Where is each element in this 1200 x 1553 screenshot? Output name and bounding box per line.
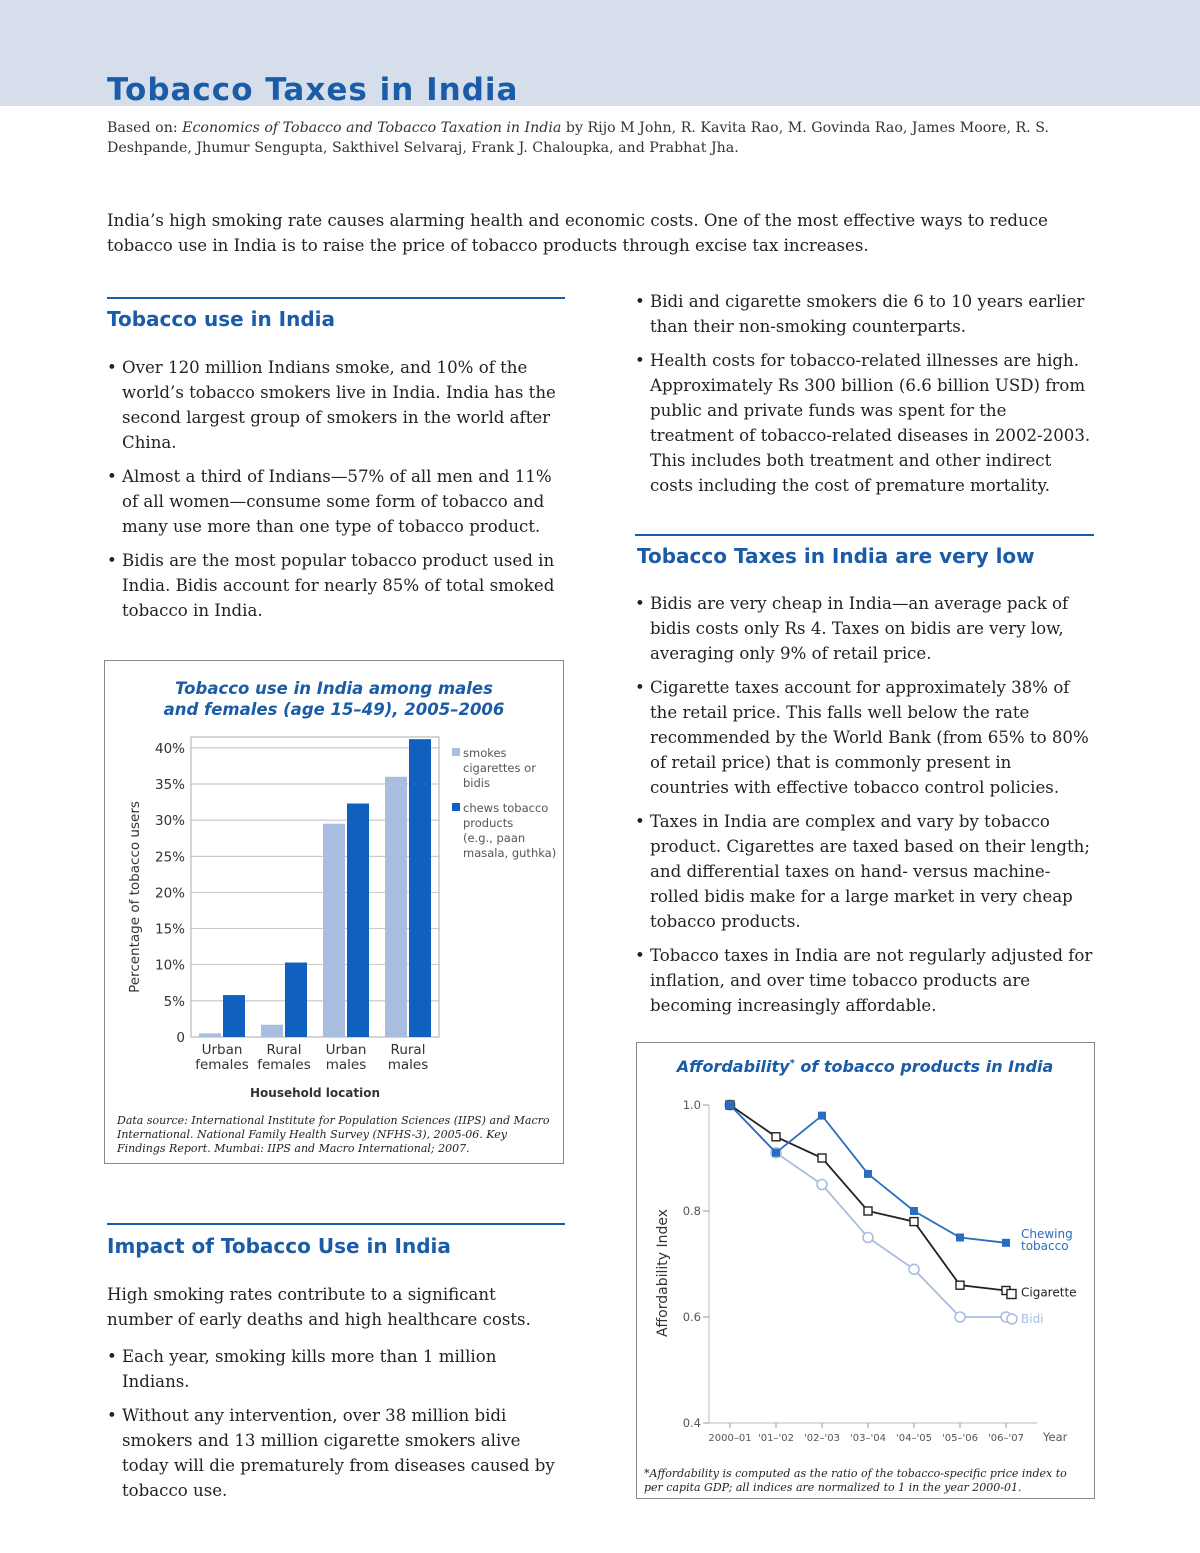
line-chart-svg — [637, 1043, 1094, 1498]
bar-chart-title-line: Tobacco use in India among males — [175, 679, 493, 698]
list-item: • Each year, smoking kills more than 1 million Indians. — [107, 1344, 569, 1394]
y-tick-label: 0.6 — [682, 1310, 701, 1324]
x-tick-line: females — [195, 1057, 249, 1073]
x-tick-label: '01–'02 — [758, 1433, 794, 1444]
list-item: • Health costs for tobacco-related illnesses are high. Approximately Rs 300 billion (6.6 billion USD) from public and private funds was spent for the treatment of tobacco-related diseases in 2002-2003. This includes both treatment and other indirect costs including the cost of premature mortality. — [635, 348, 1095, 498]
list-item: • Almost a third of Indians—57% of all men and 11% of all women—consume some form of tobacco and many use more than one type of tobacco product. — [107, 464, 565, 539]
y-axis-label: Affordability Index — [655, 1208, 671, 1338]
data-point — [817, 1180, 827, 1190]
x-tick-line: Rural — [390, 1042, 426, 1058]
legend-swatch — [452, 748, 460, 756]
line-chart-title-main: Affordability — [676, 1057, 790, 1076]
bar-chart-source: Data source: International Institute for Population Sciences (IIPS) and Macro International. National Family Health Survey (NFHS-3), 2005-06. Key Findings Report. Mumbai: IIPS and Macro International; 2007. — [117, 1114, 550, 1155]
figure-line-chart — [636, 1042, 1095, 1499]
bar-chart-title-line: and females (age 15–49), 2005–2006 — [163, 700, 505, 719]
x-tick-label: '02–'03 — [804, 1433, 840, 1444]
y-tick-label: 20% — [154, 885, 185, 902]
byline-authors: by Rijo M John, R. Kavita Rao, M. Govinda Rao, James Moore, R. S. Deshpande, Jhumur Sengupta, Sakthivel Selvaraj, Frank J. Chaloupka, and Prabhat Jha. — [107, 120, 1049, 156]
heading-tobacco-use: Tobacco use in India — [107, 307, 336, 331]
x-tick-label: '04–'05 — [896, 1433, 932, 1444]
bar — [261, 1025, 283, 1037]
y-tick-label: 25% — [154, 849, 185, 866]
data-point — [726, 1101, 734, 1109]
tobacco-use-list — [107, 355, 565, 632]
y-tick-label: 0 — [176, 1030, 185, 1046]
costs-list — [635, 289, 1095, 507]
data-point — [772, 1149, 780, 1157]
data-point — [956, 1234, 964, 1242]
line-chart-note: *Affordability is computed as the ratio of the tobacco-specific price index to per capita GDP; all indices are normalized to 1 in the year 2000-01. — [644, 1467, 1067, 1494]
list-item: • Bidi and cigarette smokers die 6 to 10 years earlier than their non-smoking counterparts. — [635, 289, 1095, 339]
line-chart-title — [675, 1057, 1054, 1076]
data-point — [818, 1154, 826, 1162]
byline-prefix: Based on: — [107, 120, 183, 136]
y-tick-label: 30% — [154, 813, 185, 830]
legend-label: (e.g., paan — [463, 831, 526, 845]
taxes-list — [635, 591, 1095, 1027]
figure-bar-chart — [104, 660, 564, 1164]
data-point — [864, 1207, 872, 1215]
bar — [285, 963, 307, 1037]
legend-label: chews tobacco — [463, 801, 549, 815]
section-rule-use — [107, 297, 565, 299]
intro-paragraph: India’s high smoking rate causes alarming health and economic costs. One of the most effective ways to reduce tobacco use in India is to raise the price of tobacco products through excise tax increases. — [107, 211, 1048, 255]
x-tick-label: 2000–01 — [708, 1433, 752, 1444]
data-point — [772, 1133, 780, 1141]
y-tick-label: 1.0 — [682, 1098, 701, 1112]
series-label: tobacco — [1021, 1238, 1069, 1253]
data-point — [956, 1281, 964, 1289]
y-tick-label: 35% — [154, 776, 185, 793]
impact-intro: High smoking rates contribute to a significant number of early deaths and high healthcare costs. — [107, 1285, 531, 1329]
list-item: • Tobacco taxes in India are not regularly adjusted for inflation, and over time tobacco products are becoming increasingly affordable. — [635, 943, 1095, 1018]
data-point — [1002, 1239, 1010, 1247]
bar-chart-title — [164, 679, 505, 719]
x-tick-line: Rural — [266, 1042, 302, 1058]
line-chart-title-rest: of tobacco products in India — [794, 1057, 1054, 1076]
bar — [385, 777, 407, 1037]
y-tick-label: 40% — [154, 740, 185, 757]
y-tick-label: 10% — [154, 957, 185, 974]
heading-impact: Impact of Tobacco Use in India — [107, 1234, 451, 1258]
x-tick-label — [326, 1042, 367, 1073]
series-label: Bidi — [1021, 1312, 1044, 1326]
legend-label: masala, guthka) — [463, 846, 557, 860]
series-label: Chewing — [1021, 1226, 1073, 1241]
x-tick-label — [195, 1042, 249, 1073]
legend-label: smokes — [463, 746, 507, 760]
section-rule-impact — [107, 1223, 565, 1225]
x-tick-label: '03–'04 — [850, 1433, 886, 1444]
y-axis-label: Percentage of tobacco users — [127, 801, 143, 993]
bar — [409, 739, 431, 1037]
x-tick-line: males — [325, 1057, 367, 1073]
data-point — [955, 1312, 965, 1322]
heading-taxes: Tobacco Taxes in India are very low — [637, 544, 1035, 568]
byline — [107, 118, 1097, 158]
data-point — [818, 1112, 826, 1120]
bar — [323, 824, 345, 1037]
x-tick-label: '06–'07 — [988, 1433, 1024, 1444]
series-label: Cigarette — [1021, 1285, 1077, 1300]
y-tick-label: 15% — [154, 921, 185, 938]
legend-marker — [1007, 1290, 1016, 1299]
list-item: • Without any intervention, over 38 million bidi smokers and 13 million cigarette smokers alive today will die prematurely from diseases caused by tobacco use. — [107, 1403, 569, 1503]
byline-book-title: Economics of Tobacco and Tobacco Taxation in India — [182, 120, 562, 136]
y-tick-label: 0.8 — [682, 1204, 701, 1218]
x-tick-line: males — [387, 1057, 429, 1073]
bar — [223, 995, 245, 1037]
y-tick-label: 5% — [163, 993, 185, 1010]
data-point — [910, 1218, 918, 1226]
x-tick-label — [388, 1042, 429, 1073]
list-item: • Cigarette taxes account for approximately 38% of the retail price. This falls well below the rate recommended by the World Bank (from 65% to 80% of retail price) that is commonly present in countries with effective tobacco control policies. — [635, 675, 1095, 800]
list-item: • Over 120 million Indians smoke, and 10% of the world’s tobacco smokers live in India. India has the second largest group of smokers in the world after China. — [107, 355, 565, 455]
data-point — [864, 1170, 872, 1178]
x-axis-label: Year — [1043, 1430, 1068, 1444]
legend-swatch — [452, 803, 460, 811]
bar — [347, 804, 369, 1037]
x-tick-line: Urban — [325, 1042, 367, 1058]
list-item: • Taxes in India are complex and vary by tobacco product. Cigarettes are taxed based on their length; and differential taxes on hand- versus machine-rolled bidis make for a large market in very cheap tobacco products. — [635, 809, 1095, 934]
x-tick-line: Urban — [201, 1042, 243, 1058]
x-axis-label: Household location — [250, 1086, 380, 1100]
legend-label: bidis — [463, 776, 490, 790]
legend-label: cigarettes or — [463, 761, 536, 775]
data-point — [910, 1207, 918, 1215]
legend-marker — [1007, 1314, 1017, 1324]
line-chart-title-mark: * — [789, 1058, 795, 1069]
bar-chart-svg — [105, 661, 563, 1163]
impact-list — [107, 1344, 569, 1512]
y-tick-label: 0.4 — [682, 1416, 701, 1430]
x-tick-label: '05–'06 — [942, 1433, 978, 1444]
page-title: Tobacco Taxes in India — [107, 72, 519, 108]
list-item: • Bidis are very cheap in India—an average pack of bidis costs only Rs 4. Taxes on bidis are very low, averaging only 9% of retail price. — [635, 591, 1095, 666]
data-point — [909, 1264, 919, 1274]
list-item: • Bidis are the most popular tobacco product used in India. Bidis account for nearly 85% of total smoked tobacco in India. — [107, 548, 565, 623]
data-point — [863, 1233, 873, 1243]
legend-label: products — [463, 816, 514, 830]
x-tick-label — [257, 1042, 311, 1073]
section-rule-taxes — [635, 534, 1094, 536]
bar — [199, 1033, 221, 1037]
x-tick-line: females — [257, 1057, 311, 1073]
